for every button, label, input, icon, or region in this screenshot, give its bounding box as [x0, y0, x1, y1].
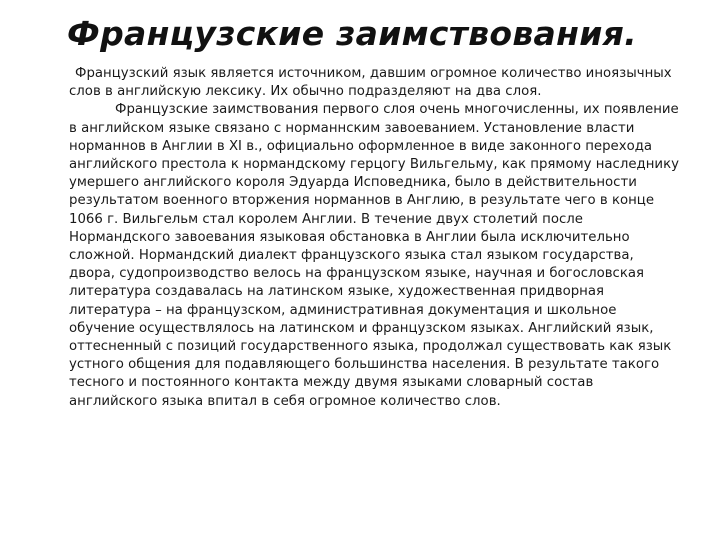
- slide-title: Французские заимствования.: [67, 14, 637, 53]
- paragraph-intro: Французский язык является источником, давшим огромное количество иноязычных слов в английскую лексику. Их обычно подразделяют на два слоя.: [69, 66, 672, 100]
- paragraph-first-layer: Французские заимствования первого слоя очень многочисленны, их появление в английском языке связано с норманнским завоеванием. Установление власти норманнов в Англии в XI в., официально оформленное в виде законного перехода английского престола к нормандскому герцогу Вильгельму, как прямому наследнику умершего английского короля Эдуарда Исповедника, было в действительности результатом военного вторжения норманнов в Англию, в результате чего в конце 1066 г. Вильгельм стал королем Англии. В течение двух столетий после Нормандского завоевания языковая обстановка в Англии была исключительно сложной. Нормандский диалект французского языка стал языком государства, двора, судопроизводство велось на французском языке, научная и богословская литература создавалась на латинском языке, художественная придворная литература – на французском, административная документация и школьное обучение осуществлялось на латинском и французском языках. Английский язык, оттесненный с позиций государственного языка, продолжал существовать как язык устного общения для подавляющего большинства населения. В результате такого тесного и постоянного контакта между двумя языками словарный состав английского языка впитал в себя огромное количество слов.: [69, 102, 679, 409]
- slide-body: [69, 65, 681, 411]
